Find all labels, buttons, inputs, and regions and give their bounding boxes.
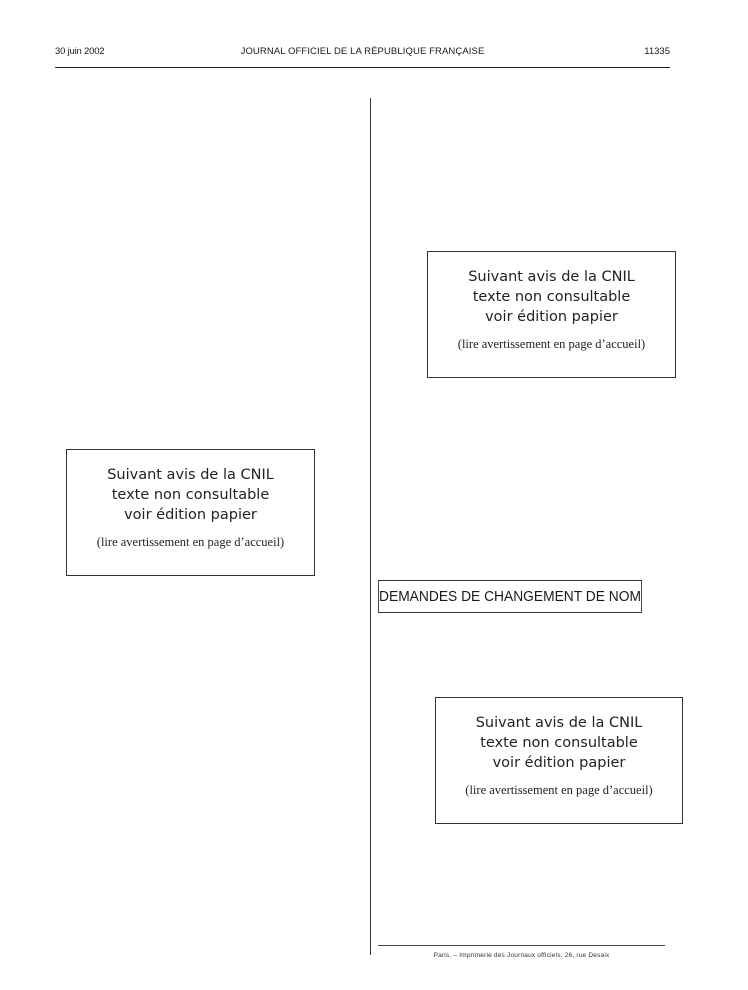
header-date: 30 juin 2002 [55,46,105,57]
cnil-notice-note: (lire avertissement en page d’accueil) [96,535,285,549]
column-divider [370,98,371,955]
cnil-notice-line1: Suivant avis de la CNIL [468,269,635,285]
cnil-notice-line3: voir édition papier [124,507,257,523]
cnil-notice-note: (lire avertissement en page d’accueil) [457,337,646,351]
cnil-notice-line3: voir édition papier [485,309,618,325]
cnil-notice-box [427,251,676,378]
journal-title: JOURNAL OFFICIEL DE LA RÉPUBLIQUE FRANÇAISE [240,46,485,57]
header-rule [55,67,670,68]
page-number: 11335 [644,46,670,57]
cnil-notice-box [435,697,683,824]
section-title: DEMANDES DE CHANGEMENT DE NOM [378,580,642,613]
page-header [55,46,670,64]
cnil-notice-line2: texte non consultable [480,735,638,751]
footer-rule [378,945,665,946]
cnil-notice-box [66,449,315,576]
cnil-notice-note: (lire avertissement en page d’accueil) [465,783,653,797]
printer-imprint: Paris. – Imprimerie des Journaux officiels, 26, rue Desaix [433,952,610,959]
cnil-notice-line1: Suivant avis de la CNIL [475,715,643,731]
cnil-notice-line2: texte non consultable [472,289,631,305]
cnil-notice-line1: Suivant avis de la CNIL [107,467,274,483]
cnil-notice-line3: voir édition papier [492,755,626,771]
cnil-notice-line2: texte non consultable [111,487,270,503]
